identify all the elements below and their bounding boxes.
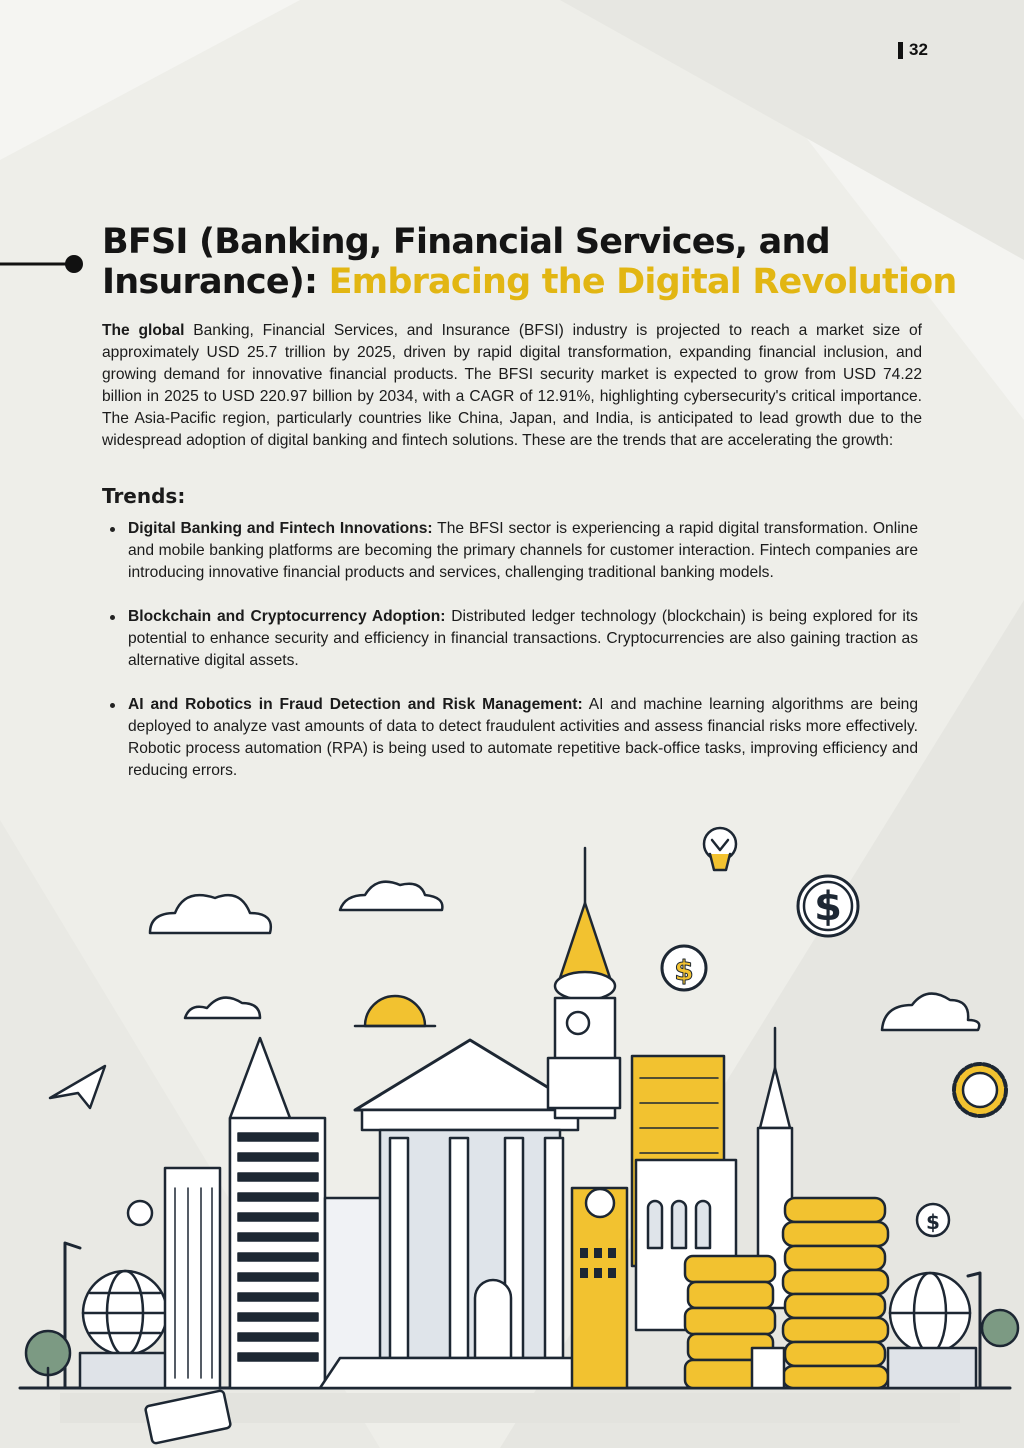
cloud-icon bbox=[882, 994, 979, 1030]
dollar-coin-icon bbox=[917, 1204, 949, 1236]
trend-item-digital-banking bbox=[102, 518, 918, 584]
coin-stack-icon bbox=[783, 1198, 888, 1388]
title-accent: Embracing the Digital Revolution bbox=[328, 262, 957, 302]
page-number-bar bbox=[898, 42, 903, 59]
trends-heading: Trends: bbox=[102, 484, 186, 508]
intro-text: Banking, Financial Services, and Insurance (BFSI) industry is projected to reach a market size of approximately USD 25.7 trillion by 2025, driven by rapid digital transformation, expanding financial inclusion, and growing demand for innovative financial products. The BFSI security market is expected to grow from USD 74.22 billion in 2025 to USD 220.97 billion by 2034, with a CAGR of 12.91%, highlighting cybersecurity's critical importance. The Asia-Pacific region, particularly countries like China, Japan, and India, is anticipated to lead growth due to the widespread adoption of digital banking and fintech solutions. These are the trends that are accelerating the growth: bbox=[102, 322, 922, 449]
paper-plane-icon bbox=[50, 1066, 105, 1108]
intro-lead: The global bbox=[102, 322, 185, 339]
trend-item-blockchain bbox=[102, 606, 918, 672]
city-finance-illustration bbox=[0, 808, 1024, 1448]
sun-icon bbox=[365, 996, 425, 1026]
cloud-icon bbox=[185, 998, 260, 1018]
dollar-coin-icon bbox=[662, 946, 706, 990]
title-main: BFSI (Banking, Financial Services, and Insurance): bbox=[102, 222, 830, 302]
title-line-dot-decoration bbox=[0, 254, 90, 274]
trend-title: AI and Robotics in Fraud Detection and Risk Management: bbox=[128, 696, 583, 713]
trend-text: Distributed ledger technology (blockchain) is being explored for its potential to enhance security and efficiency in financial transactions. Cryptocurrencies are also gaining traction as alternative digital assets. bbox=[128, 608, 918, 669]
cloud-icon bbox=[150, 895, 271, 933]
trend-text: AI and machine learning algorithms are being deployed to analyze vast amounts of data to detect fraudulent activities and assess financial risks more effectively. Robotic process automation (RPA) is being used to automate repetitive back-office tasks, improving efficiency and reducing errors. bbox=[128, 696, 919, 779]
intro-paragraph bbox=[102, 320, 922, 452]
page-number bbox=[898, 40, 928, 60]
page-number-text: 32 bbox=[909, 40, 928, 59]
trend-item-ai-robotics bbox=[102, 694, 918, 782]
trends-list bbox=[102, 518, 918, 804]
dollar-sign: $ bbox=[814, 884, 842, 930]
cloud-icon bbox=[340, 882, 442, 910]
page-title bbox=[102, 222, 962, 302]
trend-title: Digital Banking and Fintech Innovations: bbox=[128, 520, 433, 537]
trend-title: Blockchain and Cryptocurrency Adoption: bbox=[128, 608, 446, 625]
dollar-sign: $ bbox=[674, 954, 694, 987]
trend-text: The BFSI sector is experiencing a rapid digital transformation. Online and mobile banking platforms are becoming the primary channels for customer interaction. Fintech companies are introducing innovative financial products and services, challenging traditional banking models. bbox=[128, 520, 919, 581]
dollar-sign: $ bbox=[926, 1210, 940, 1234]
lightbulb-icon bbox=[704, 828, 736, 870]
clock-icon bbox=[567, 1012, 589, 1034]
dollar-coin-icon bbox=[798, 876, 858, 936]
